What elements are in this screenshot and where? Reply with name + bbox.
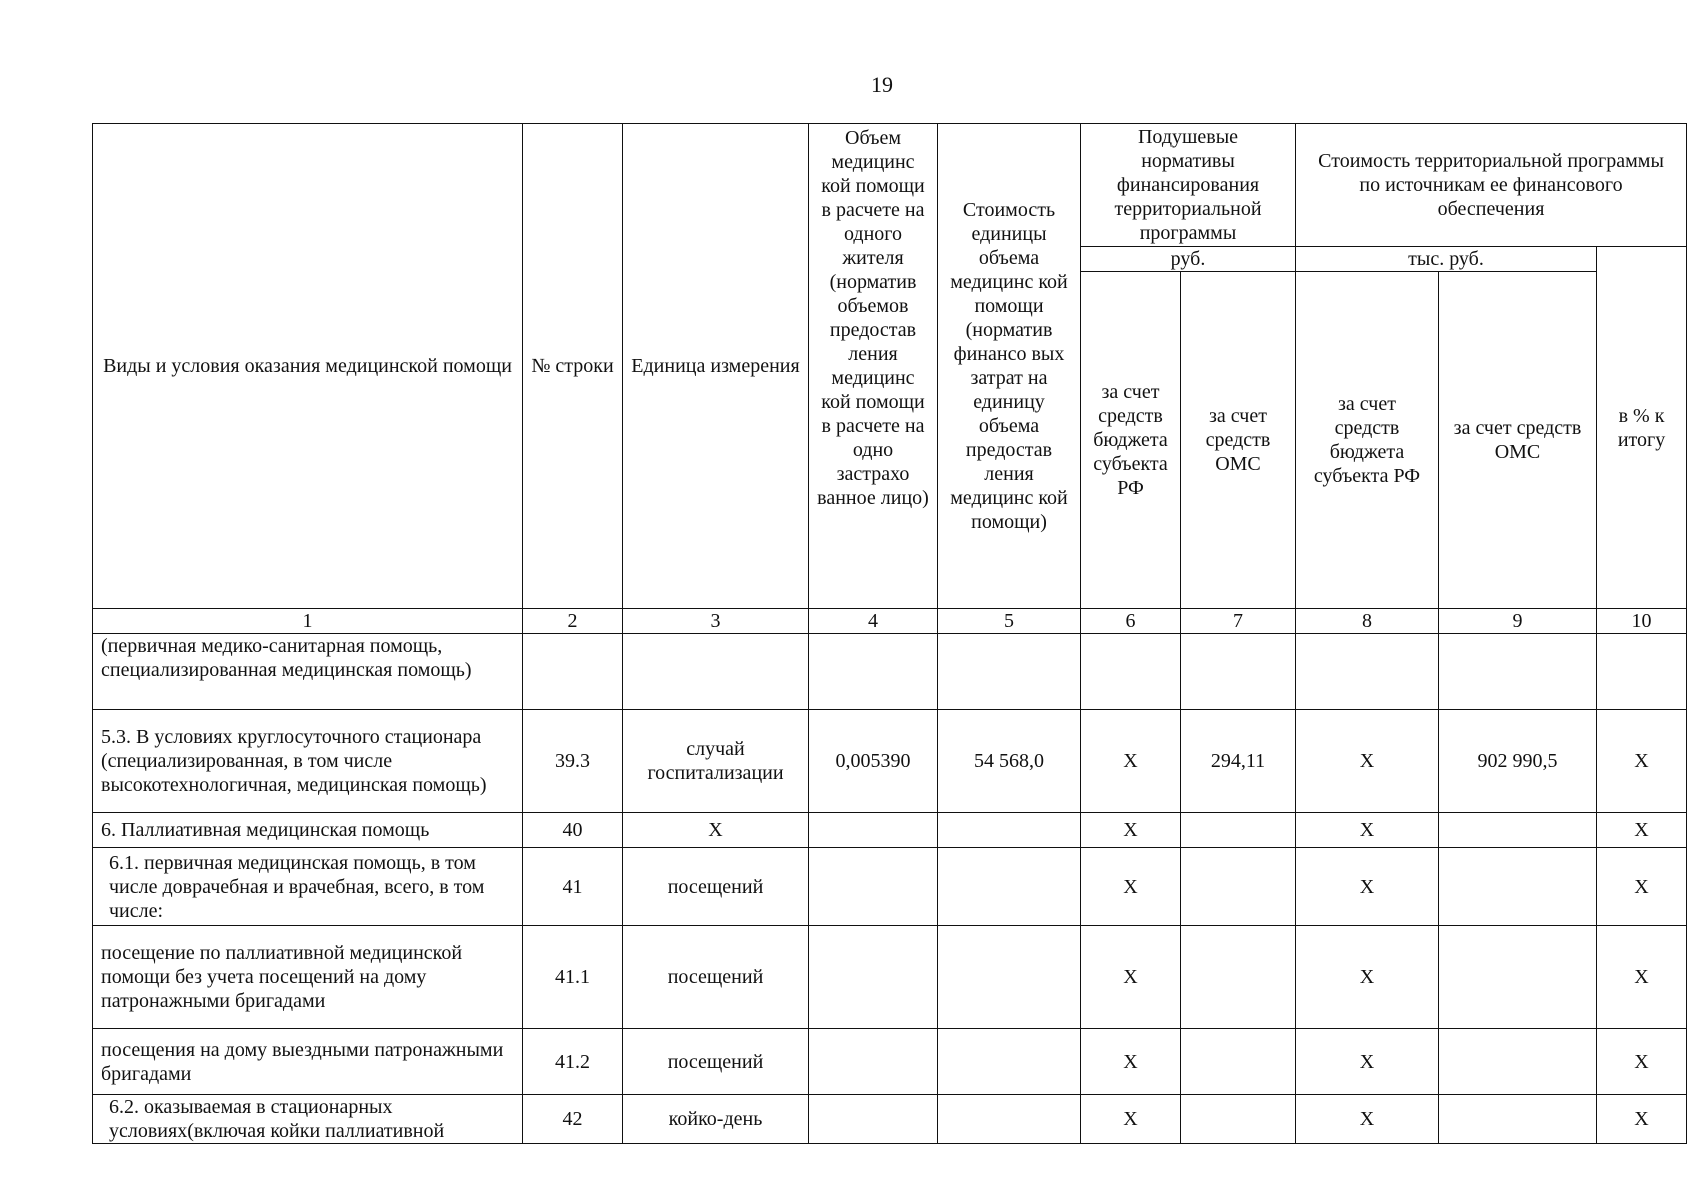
line-number-cell: 39.3	[523, 710, 623, 813]
oms-thousand-cell	[1439, 634, 1597, 710]
table-row	[93, 634, 1687, 710]
budget-rub-cell	[1081, 634, 1181, 710]
volume-cell	[809, 1095, 938, 1144]
column-number: 4	[809, 609, 938, 634]
unit-cell: случай госпитализации	[623, 710, 809, 813]
header-line-number: № строки	[523, 124, 623, 609]
header-oms-thousand: за счет средств ОМС	[1439, 272, 1597, 609]
header-oms-rub: за счет средств ОМС	[1181, 272, 1296, 609]
volume-cell	[809, 848, 938, 926]
header-volume: Объем медицинс кой помощи в расчете на одного жителя (норматив объемов предостав ления медицинс кой помощи в расчете на одно застрахо ванное лицо)	[809, 124, 938, 609]
column-number: 2	[523, 609, 623, 634]
oms-thousand-cell	[1439, 848, 1597, 926]
unit-cost-cell	[938, 848, 1081, 926]
column-number: 10	[1597, 609, 1687, 634]
column-number: 8	[1296, 609, 1439, 634]
budget-rub-cell: X	[1081, 1095, 1181, 1144]
unit-cell: посещений	[623, 848, 809, 926]
percent-cell	[1597, 634, 1687, 710]
oms-rub-cell: 294,11	[1181, 710, 1296, 813]
volume-cell: 0,005390	[809, 710, 938, 813]
unit-cell	[623, 634, 809, 710]
unit-cost-cell	[938, 634, 1081, 710]
unit-cost-cell	[938, 813, 1081, 848]
service-name-cell: посещение по паллиативной медицинской помощи без учета посещений на дому патронажными бригадами	[93, 926, 523, 1029]
table-row	[93, 1095, 1687, 1144]
oms-thousand-cell	[1439, 1029, 1597, 1095]
oms-rub-cell	[1181, 1029, 1296, 1095]
line-number-cell: 41.1	[523, 926, 623, 1029]
budget-rub-cell: X	[1081, 710, 1181, 813]
line-number-cell: 41.2	[523, 1029, 623, 1095]
unit-cost-cell	[938, 926, 1081, 1029]
table-row	[93, 1029, 1687, 1095]
line-number-cell: 41	[523, 848, 623, 926]
oms-rub-cell	[1181, 813, 1296, 848]
budget-thousand-cell	[1296, 634, 1439, 710]
budget-thousand-cell: X	[1296, 1095, 1439, 1144]
table-row	[93, 813, 1687, 848]
table-row	[93, 710, 1687, 813]
volume-cell	[809, 1029, 938, 1095]
percent-cell: X	[1597, 1029, 1687, 1095]
budget-rub-cell: X	[1081, 926, 1181, 1029]
column-numbers-row	[93, 609, 1687, 634]
header-unit-cost: Стоимость единицы объема медицинс кой помощи (норматив финансо вых затрат на единицу объема предостав ления медицинс кой помощи)	[938, 124, 1081, 609]
unit-cell: койко-день	[623, 1095, 809, 1144]
header-budget-thousand: за счет средств бюджета субъекта РФ	[1296, 272, 1439, 609]
unit-cell: посещений	[623, 1029, 809, 1095]
unit-cost-cell: 54 568,0	[938, 710, 1081, 813]
oms-rub-cell	[1181, 926, 1296, 1029]
header-row-1	[93, 124, 1687, 247]
oms-rub-cell	[1181, 634, 1296, 710]
service-name-cell: 6. Паллиативная медицинская помощь	[93, 813, 523, 848]
budget-thousand-cell: X	[1296, 710, 1439, 813]
column-number: 6	[1081, 609, 1181, 634]
service-name-cell: (первичная медико-санитарная помощь, специализированная медицинская помощь)	[93, 634, 523, 710]
budget-rub-cell: X	[1081, 848, 1181, 926]
oms-thousand-cell: 902 990,5	[1439, 710, 1597, 813]
percent-cell: X	[1597, 848, 1687, 926]
financing-table	[92, 123, 1687, 1144]
line-number-cell	[523, 634, 623, 710]
percent-cell: X	[1597, 813, 1687, 848]
header-percent-total: в % к итогу	[1597, 247, 1687, 609]
budget-thousand-cell: X	[1296, 813, 1439, 848]
budget-rub-cell: X	[1081, 1029, 1181, 1095]
line-number-cell: 40	[523, 813, 623, 848]
table-row	[93, 926, 1687, 1029]
oms-thousand-cell	[1439, 1095, 1597, 1144]
header-budget-rub: за счет средств бюджета субъекта РФ	[1081, 272, 1181, 609]
service-name-cell: посещения на дому выездными патронажными бригадами	[93, 1029, 523, 1095]
header-group-percapita: Подушевые нормативы финансирования территориальной программы	[1081, 124, 1296, 247]
volume-cell	[809, 634, 938, 710]
percent-cell: X	[1597, 926, 1687, 1029]
header-unit-rub: руб.	[1081, 247, 1296, 272]
page-number: 19	[871, 72, 893, 97]
header-unit: Единица измерения	[623, 124, 809, 609]
unit-cost-cell	[938, 1095, 1081, 1144]
unit-cell: X	[623, 813, 809, 848]
oms-thousand-cell	[1439, 926, 1597, 1029]
table-row	[93, 848, 1687, 926]
volume-cell	[809, 813, 938, 848]
header-group-cost: Стоимость территориальной программы по источникам ее финансового обеспечения	[1296, 124, 1687, 247]
budget-thousand-cell: X	[1296, 1029, 1439, 1095]
volume-cell	[809, 926, 938, 1029]
header-service-type: Виды и условия оказания медицинской помощи	[93, 124, 523, 609]
column-number: 1	[93, 609, 523, 634]
service-name-cell: 5.3. В условиях круглосуточного стационара (специализированная, в том числе высокотехнологичная, медицинская помощь)	[93, 710, 523, 813]
unit-cost-cell	[938, 1029, 1081, 1095]
oms-thousand-cell	[1439, 813, 1597, 848]
column-number: 7	[1181, 609, 1296, 634]
oms-rub-cell	[1181, 1095, 1296, 1144]
header-unit-thousand-rub: тыс. руб.	[1296, 247, 1597, 272]
percent-cell: X	[1597, 710, 1687, 813]
column-number: 9	[1439, 609, 1597, 634]
column-number: 5	[938, 609, 1081, 634]
oms-rub-cell	[1181, 848, 1296, 926]
line-number-cell: 42	[523, 1095, 623, 1144]
service-name-cell: 6.1. первичная медицинская помощь, в том числе доврачебная и врачебная, всего, в том числе:	[93, 848, 523, 926]
service-name-cell: 6.2. оказываемая в стационарных условиях(включая койки паллиативной	[93, 1095, 523, 1144]
unit-cell: посещений	[623, 926, 809, 1029]
column-number: 3	[623, 609, 809, 634]
percent-cell: X	[1597, 1095, 1687, 1144]
budget-rub-cell: X	[1081, 813, 1181, 848]
budget-thousand-cell: X	[1296, 848, 1439, 926]
budget-thousand-cell: X	[1296, 926, 1439, 1029]
